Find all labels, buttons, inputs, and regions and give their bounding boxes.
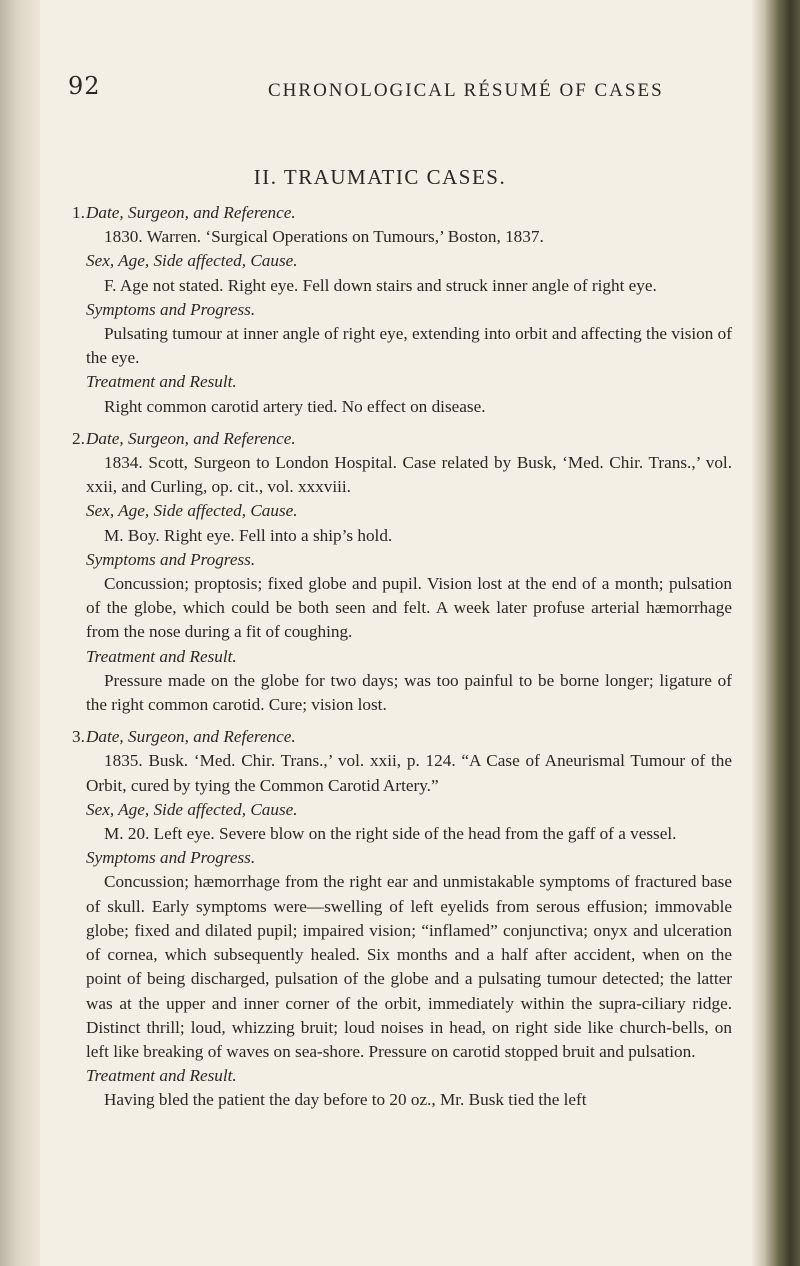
- symptoms-progress-heading: Symptoms and Progress.: [86, 549, 256, 569]
- case-entry-1: [72, 201, 732, 419]
- date-surgeon-reference-heading: Date, Surgeon, and Reference.: [86, 727, 296, 747]
- case-number: 1.: [72, 203, 85, 222]
- case-number: 3.: [72, 727, 85, 747]
- case-entry-3: [72, 725, 732, 1112]
- date-surgeon-reference-text: 1835. Busk. ‘Med. Chir. Trans.,’ vol. xxii, p. 124. “A Case of Aneurismal Tumour of the Orbit, cured by tying the Common Carotid Artery.”: [86, 751, 732, 795]
- running-head: CHRONOLOGICAL RÉSUMÉ OF CASES: [268, 80, 664, 101]
- page-number: 92: [68, 72, 101, 100]
- case-list: [72, 201, 732, 1121]
- treatment-result-heading: Treatment and Result.: [86, 646, 237, 666]
- section-title: II. TRAUMATIC CASES.: [253, 165, 507, 189]
- case-entry-2: [72, 427, 732, 717]
- sex-age-side-cause-heading: Sex, Age, Side affected, Cause.: [86, 251, 298, 271]
- treatment-result-text: Having bled the patient the day before to 20 oz., Mr. Busk tied the left: [104, 1090, 587, 1110]
- sex-age-side-cause-text: F. Age not stated. Right eye. Fell down stairs and struck inner angle of right eye.: [104, 275, 657, 295]
- treatment-result-heading: Treatment and Result.: [86, 372, 237, 392]
- date-surgeon-reference-text: 1834. Scott, Surgeon to London Hospital. Case related by Busk, ‘Med. Chir. Trans.,’ vol. xxii, and Curling, op. cit., vol. xxxviii.: [86, 453, 732, 497]
- case-number: 2.: [72, 428, 85, 448]
- symptoms-progress-text: Pulsating tumour at inner angle of right eye, extending into orbit and affecting the vision of the eye.: [86, 324, 732, 368]
- treatment-result-text: Right common carotid artery tied. No effect on disease.: [104, 396, 486, 416]
- treatment-result-text: Pressure made on the globe for two days; was too painful to be borne longer; ligature of the right common carotid. Cure; vision lost.: [86, 670, 732, 715]
- symptoms-progress-text: Concussion; hæmorrhage from the right ear and unmistakable symptoms of fractured base of skull. Early symptoms were—swelling of left eyelids from serous effusion; immovable globe; fixed and dilated pupil; impaired vision; “inflamed” conjunctiva; onyx and ulceration of cornea, which subsequently healed. Six months and a half after accident, when on the point of being discharged, pulsation of the globe and a pulsating tumour detected; the latter was at the upper and inner corner of the orbit, immediately within the supra-ciliary ridge. Distinct thrill; loud, whizzing bruit; loud noises in head, on right side like church-bells, on left like breaking of waves on sea-shore. Pressure on carotid stopped bruit and pulsation.: [86, 872, 732, 1061]
- treatment-result-heading: Treatment and Result.: [86, 1066, 237, 1086]
- sex-age-side-cause-heading: Sex, Age, Side affected, Cause.: [86, 501, 298, 521]
- symptoms-progress-text: Concussion; proptosis; fixed globe and pupil. Vision lost at the end of a month; pulsation of the globe, which could be both seen and felt. A week later profuse arterial hæmorrhage from the nose during a fit of coughing.: [86, 574, 732, 642]
- date-surgeon-reference-text: 1830. Warren. ‘Surgical Operations on Tumours,’ Boston, 1837.: [104, 227, 544, 247]
- sex-age-side-cause-heading: Sex, Age, Side affected, Cause.: [86, 799, 298, 819]
- sex-age-side-cause-text: M. 20. Left eye. Severe blow on the right side of the head from the gaff of a vessel.: [104, 824, 677, 844]
- sex-age-side-cause-text: M. Boy. Right eye. Fell into a ship’s hold.: [104, 525, 393, 545]
- symptoms-progress-heading: Symptoms and Progress.: [86, 299, 256, 319]
- date-surgeon-reference-heading: Date, Surgeon, and Reference.: [86, 428, 296, 448]
- symptoms-progress-heading: Symptoms and Progress.: [86, 848, 256, 868]
- date-surgeon-reference-heading: Date, Surgeon, and Reference.: [86, 203, 296, 222]
